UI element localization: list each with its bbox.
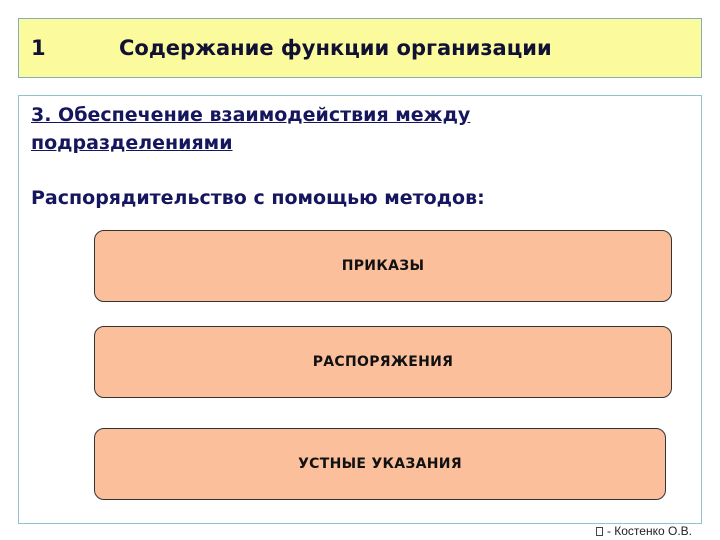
method-label: РАСПОРЯЖЕНИЯ — [312, 354, 454, 370]
method-label: ПРИКАЗЫ — [341, 258, 425, 274]
slide-title-number: 1 — [31, 36, 46, 60]
footer-author: - Костенко О.В. — [606, 524, 692, 538]
methods-subheading: Распорядительство с помощью методов: — [31, 187, 485, 209]
method-box-directives — [94, 326, 672, 398]
method-box-verbal-instructions — [94, 428, 666, 500]
copyright-icon — [596, 527, 603, 536]
method-box-orders — [94, 230, 672, 302]
method-label: УСТНЫЕ УКАЗАНИЯ — [298, 456, 462, 472]
section-heading: 3. Обеспечение взаимодействия между подразделениями — [31, 104, 471, 154]
slide-title: Содержание функции организации — [119, 36, 552, 60]
footer-credit — [596, 524, 692, 538]
slide-title-bar — [18, 18, 702, 78]
